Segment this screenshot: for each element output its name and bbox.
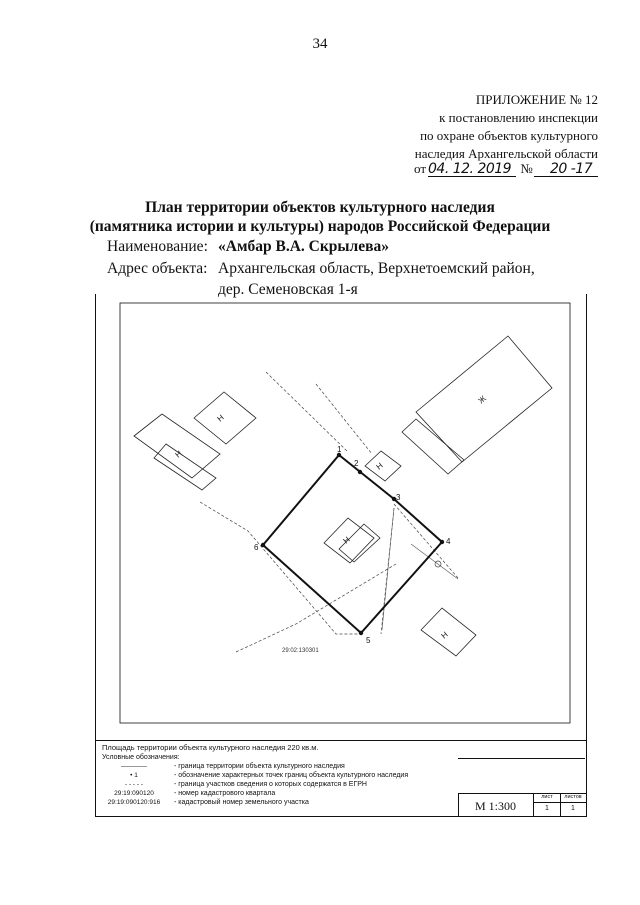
parcel-line <box>266 372 348 452</box>
legend-row <box>102 772 462 781</box>
point-2 <box>358 470 362 474</box>
point-5 <box>359 631 363 635</box>
point-6 <box>261 543 265 547</box>
parcel-line <box>382 508 394 630</box>
legend-symbol: - - - - - <box>124 781 144 788</box>
area-text: Площадь территории объекта культурного наследия 220 кв.м. <box>102 743 319 752</box>
building-label: Ж <box>476 393 488 406</box>
building-label: Н <box>173 448 184 460</box>
sheets-table <box>533 794 587 816</box>
legend-row <box>102 763 462 772</box>
address-line-1: Архангельская область, Верхнетоемский район, <box>218 260 535 277</box>
building-h1-annex <box>154 444 216 490</box>
legend-text: - обозначение характерных точек границ объекта культурного наследия <box>174 772 409 779</box>
legend-text: - граница участков сведения о которых содержатся в ЕГРН <box>174 781 367 788</box>
building-label: Н <box>341 534 352 546</box>
building-label: Н <box>215 412 226 424</box>
sheets-value: 1 <box>571 805 575 812</box>
title-block-line <box>458 758 585 759</box>
parcel-line <box>316 384 372 454</box>
sheet-header: лист <box>541 794 553 800</box>
legend-title: Условные обозначения: <box>102 754 180 761</box>
legend-row <box>102 781 462 790</box>
name-label: Наименование: <box>107 238 208 255</box>
site-plan <box>95 294 587 740</box>
title-block <box>458 793 586 816</box>
number-underline <box>534 176 598 177</box>
plan-footer <box>95 740 587 817</box>
building-label: Н <box>439 629 450 641</box>
point-label: 4 <box>446 537 451 546</box>
legend-symbol: ———— <box>121 763 147 770</box>
boundary-points <box>261 453 444 635</box>
appendix-date-number <box>414 161 602 179</box>
date-prefix: от <box>414 161 427 176</box>
heritage-boundary <box>263 455 442 633</box>
parcel-line <box>200 502 358 634</box>
building-label: Н <box>374 460 385 472</box>
point-label: 1 <box>337 445 342 454</box>
legend-text: - номер кадастрового квартала <box>174 790 276 797</box>
sheet-value: 1 <box>545 805 549 812</box>
sheets-divider <box>534 802 587 803</box>
document-title-line-1: План территории объектов культурного наследия <box>145 199 495 216</box>
building-zh-annex <box>402 419 464 474</box>
point-4 <box>440 540 444 544</box>
legend-text: - кадастровый номер земельного участка <box>174 799 309 806</box>
legend-symbol: 29:19:090120 <box>114 790 154 797</box>
site-plan-drawing <box>96 294 586 740</box>
document-title-line-2: (памятника истории и культуры) народов Российской Федерации <box>89 218 551 235</box>
number-value: 20 -17 <box>549 161 593 177</box>
address-label: Адрес объекта: <box>107 260 208 277</box>
appendix-line-3: наследия Архангельской области <box>414 146 598 161</box>
legend-symbol: • 1 <box>130 772 138 779</box>
date-underline <box>428 176 516 177</box>
building-h5 <box>421 608 476 656</box>
legend-symbol: 29:19:090120:916 <box>107 799 161 806</box>
building-h2 <box>194 392 256 444</box>
cadastral-quarter-label: 29:02:130301 <box>282 648 319 654</box>
plan-inner-frame <box>120 303 570 723</box>
point-label: 6 <box>254 543 259 552</box>
appendix-title: ПРИЛОЖЕНИЕ № 12 <box>475 92 598 107</box>
point-label: 3 <box>396 493 401 502</box>
name-value: «Амбар В.А. Скрылева» <box>218 238 389 255</box>
legend-row <box>102 790 462 799</box>
appendix-line-2: по охране объектов культурного <box>420 128 598 143</box>
scale: М 1:300 <box>475 799 517 813</box>
legend-row <box>102 799 462 808</box>
appendix-line-1: к постановлению инспекции <box>439 110 598 125</box>
date-value: 04. 12. 2019 <box>428 161 512 177</box>
number-sign: № <box>520 161 533 176</box>
legend-text: - граница территории объекта культурного наследия <box>174 763 345 770</box>
building-h1 <box>134 414 220 478</box>
parcel-boundaries <box>200 372 458 652</box>
point-label: 5 <box>366 636 371 645</box>
sheets-header: листов <box>564 794 582 800</box>
point-label: 2 <box>354 459 359 468</box>
address-line-2: дер. Семеновская 1-я <box>218 281 358 298</box>
parcel-line <box>236 564 396 652</box>
page-number: 34 <box>312 36 328 52</box>
